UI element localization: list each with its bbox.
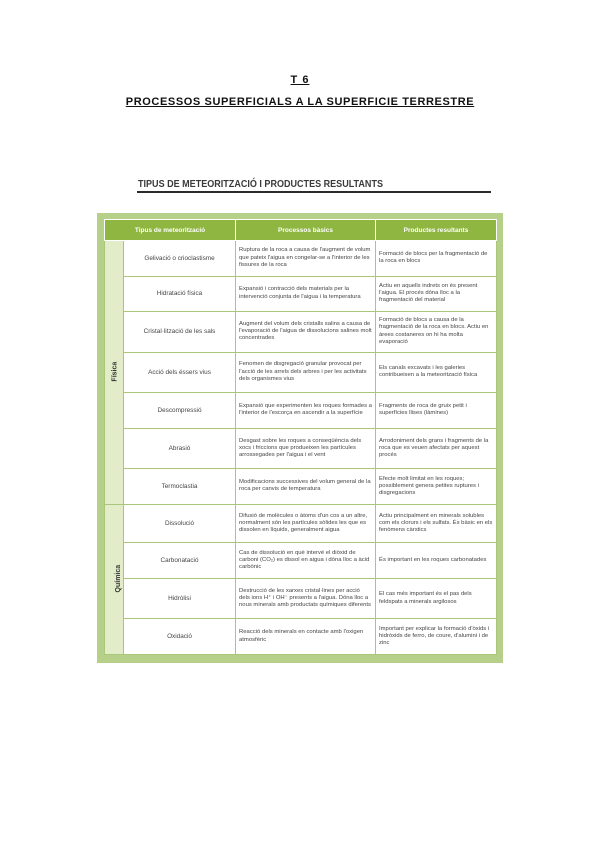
table-header-row: [105, 220, 497, 241]
table-row: [105, 276, 497, 312]
row-type: Dissolució: [124, 504, 236, 543]
row-type: Gelivació o crioclastisme: [124, 241, 236, 277]
table-row: [105, 241, 497, 277]
row-product: Formació de blocs a causa de la fragmentació de la roca en blocs. Actiu en àrees costaneres on hi ha molta evaporació: [376, 312, 497, 353]
table-row: [105, 619, 497, 655]
figure-heading: TIPUS DE METEORITZACIÓ I PRODUCTES RESULTANTS: [138, 178, 383, 190]
group-label-physical: Física: [105, 241, 124, 505]
row-type: Hidratació física: [124, 276, 236, 312]
table-row: [105, 469, 497, 505]
row-product: Fragments de roca de gruix petit i superfícies llises (làmines): [376, 393, 497, 429]
figure-heading-rule: [137, 191, 491, 193]
row-product: Arrodoniment dels grans i fragments de la roca que es veuen afectats per aquest procés: [376, 428, 497, 469]
table-row: [105, 504, 497, 543]
row-type: Oxidació: [124, 619, 236, 655]
column-header-processes: Processos bàsics: [236, 220, 376, 241]
row-type: Termoclastia: [124, 469, 236, 505]
document-number: T 6: [290, 74, 310, 86]
table-row: [105, 578, 497, 619]
column-header-type: Tipus de meteorització: [105, 220, 236, 241]
column-header-products: Productes resultants: [376, 220, 497, 241]
row-product: Els canals excavats i les galeries contribueixen a la meteorització física: [376, 352, 497, 393]
row-type: Hidròlisi: [124, 578, 236, 619]
row-process: Difusió de molècules o àtoms d'un cos a un altre, normalment són les partícules sòlides les que es dissolen en líquids, generalment aigua: [236, 504, 376, 543]
row-process: Cas de dissolució en què intervé el diòxid de carboni (CO₂) es dissol en aigua i dóna lloc a àcid carbònic: [236, 543, 376, 579]
row-type: Descompressió: [124, 393, 236, 429]
row-product: És important en les roques carbonatades: [376, 543, 497, 579]
row-process: Destrucció de les xarxes cristal·lines per acció dels ions H⁺ i OH⁻ presents a l'aigua. Dóna lloc a nous minerals amb productats químiques diferents: [236, 578, 376, 619]
table-frame: [97, 213, 503, 663]
row-type: Abrasió: [124, 428, 236, 469]
row-product: Efecte molt limitat en les roques; possiblement genera petites ruptures i disgregacions: [376, 469, 497, 505]
table-row: [105, 543, 497, 579]
row-product: El cas més important és el pas dels feldspats a minerals argilosos: [376, 578, 497, 619]
row-process: Fenomen de disgregació granular provocat per l'acció de les arrels dels arbres i per les activitats dels organismes vius: [236, 352, 376, 393]
row-product: Actiu en aquells indrets on és present l'aigua. El procés dóna lloc a la fragmentació del material: [376, 276, 497, 312]
table-row: [105, 393, 497, 429]
row-process: Reacció dels minerals en contacte amb l'oxigen atmosfèric: [236, 619, 376, 655]
row-type: Carbonatació: [124, 543, 236, 579]
table-row: [105, 428, 497, 469]
row-product: Actiu principalment en minerals solubles com els clorurs i els sulfats. És bàsic en els fenòmens càrstics: [376, 504, 497, 543]
row-process: Modificacions successives del volum general de la roca per canvis de temperatura: [236, 469, 376, 505]
row-product: Formació de blocs per la fragmentació de la roca en blocs: [376, 241, 497, 277]
row-process: Expansió que experimenten les roques formades a l'interior de l'escorça en ascendir a la superfície: [236, 393, 376, 429]
row-type: Acció dels éssers vius: [124, 352, 236, 393]
row-type: Cristal·lització de les sals: [124, 312, 236, 353]
table-row: [105, 312, 497, 353]
row-process: Desgast sobre les roques a conseqüència dels xocs i friccions que produeixen les partícules arrossegades per l'aigua i el vent: [236, 428, 376, 469]
group-label-chemical: Química: [105, 504, 124, 654]
table-row: [105, 352, 497, 393]
row-process: Expansió i contracció dels materials per la intervenció conjunta de l'aigua i la temperatura: [236, 276, 376, 312]
document-title: PROCESSOS SUPERFICIALS A LA SUPERFICIE TERRESTRE: [125, 96, 475, 108]
weathering-table: [104, 219, 497, 655]
row-process: Augment del volum dels cristalls salins a causa de l'evaporació de l'aigua de dissolucions salines molt concentrades: [236, 312, 376, 353]
row-process: Ruptura de la roca a causa de l'augment de volum que pateix l'aigua en congelar-se a l'interior de les fissures de la roca: [236, 241, 376, 277]
row-product: Important per explicar la formació d'òxids i hidròxids de ferro, de coure, d'alumini i de zinc: [376, 619, 497, 655]
